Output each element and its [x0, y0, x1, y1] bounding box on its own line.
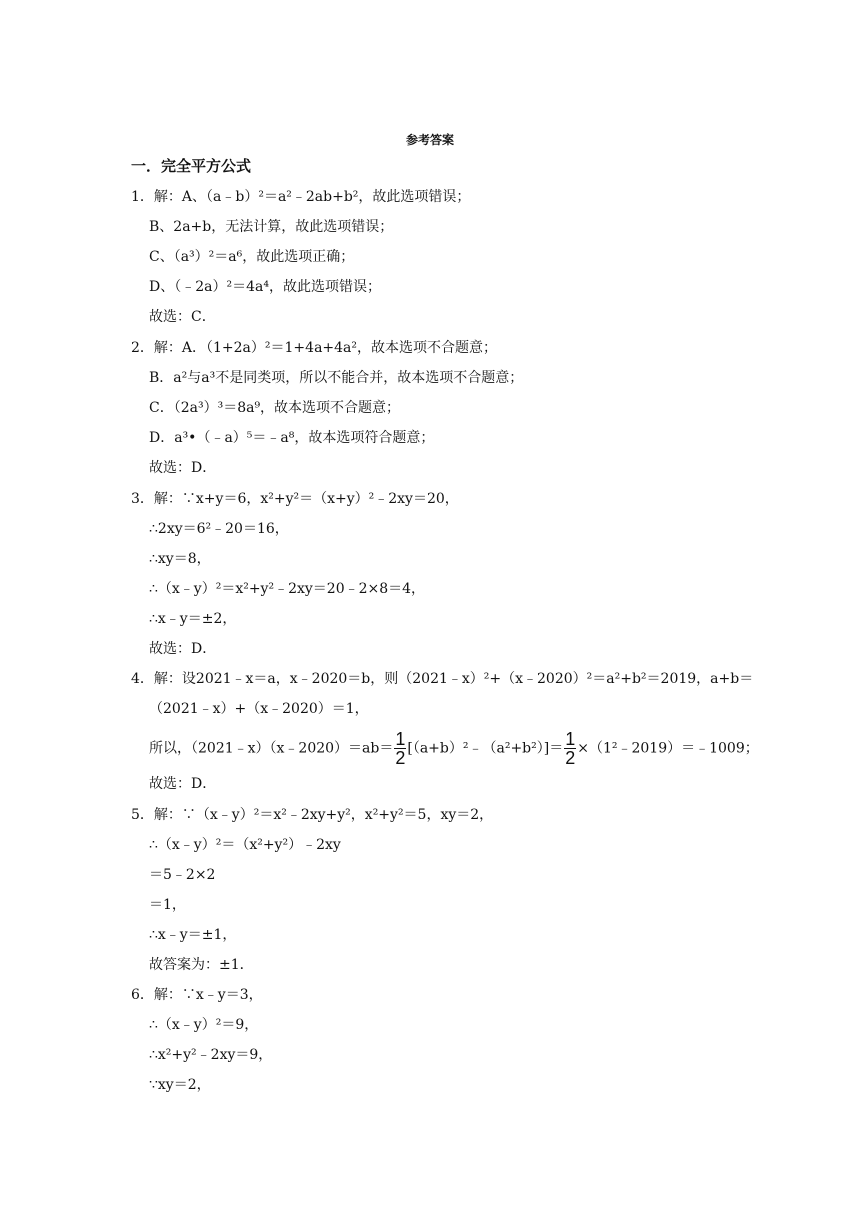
answer-5-line: ∴（x﹣y）²＝（x²+y²）﹣2xy — [149, 837, 341, 853]
answer-3-line: ∴x﹣y＝±2， — [149, 611, 237, 627]
answer-2-line: B．a²与a³不是同类项，所以不能合并，故本选项不合题意； — [149, 370, 524, 386]
answer-1-line: 故选：C． — [149, 309, 216, 325]
fraction-denominator: 2 — [565, 748, 576, 768]
answer-1-line: C、（a³）²＝a⁶，故此选项正确； — [149, 249, 355, 265]
answer-2-line: C．（2a³）³＝8a⁹，故本选项不合题意； — [149, 400, 401, 416]
answer-6-line: ∴（x﹣y）²＝9， — [149, 1017, 259, 1033]
answer-3-line: 故选：D． — [149, 641, 217, 657]
answer-6-line: ∵xy＝2， — [149, 1077, 211, 1093]
page-title: 参考答案 — [405, 133, 454, 147]
fraction-numerator: 1 — [395, 729, 406, 749]
answer-2-line: 2．解：A．（1+2a）²＝1+4a+4a²，故本选项不合题意； — [131, 340, 498, 356]
answer-4-fraction-line — [149, 730, 759, 767]
answer-3-line: ∴（x﹣y）²＝x²+y²﹣2xy＝20﹣2×8＝4， — [149, 581, 426, 597]
fraction-denominator: 2 — [395, 748, 406, 768]
answer-1-line: B、2a+b，无法计算，故此选项错误； — [149, 219, 394, 235]
answer-4-line: 4．解：设2021﹣x＝a，x﹣2020＝b，则（2021﹣x）²+（x﹣2020）²＝a²+b²＝2019，a+b＝ — [131, 671, 754, 687]
answer-3-line: ∴xy＝8， — [149, 551, 211, 567]
answer-2-line: D．a³•（﹣a）⁵＝﹣a⁸，故本选项符合题意； — [149, 430, 435, 446]
answer-2-line: 故选：D． — [149, 460, 217, 476]
answer-4-text: ×（1²﹣2019）＝﹣1009； — [577, 740, 759, 757]
answer-4-text: 所以，（2021﹣x）（x﹣2020）＝ab＝ — [149, 740, 394, 757]
answer-4-line: 故选：D． — [149, 776, 217, 792]
answer-6-line: ∴x²+y²﹣2xy＝9， — [149, 1047, 273, 1063]
answer-4-text: [（a+b）²﹣（a²+b²）]＝ — [407, 740, 564, 757]
answer-5-line: 故答案为：±1． — [149, 957, 254, 973]
fraction-numerator: 1 — [565, 729, 576, 749]
answer-5-line: ＝1， — [149, 897, 186, 913]
fraction-one-half — [394, 730, 406, 767]
answer-4-line: （2021﹣x）+（x﹣2020）＝1， — [149, 701, 369, 717]
answer-3-line: ∴2xy＝6²﹣20＝16， — [149, 521, 289, 537]
answer-5-line: ∴x﹣y＝±1， — [149, 927, 237, 943]
section-heading: 一．完全平方公式 — [131, 157, 252, 175]
answer-6-line: 6．解：∵x﹣y＝3， — [131, 987, 263, 1003]
answer-5-line: ＝5﹣2×2 — [149, 867, 216, 883]
fraction-one-half — [564, 730, 576, 767]
answer-1-line: D、（﹣2a）²＝4a⁴，故此选项错误； — [149, 279, 381, 295]
answer-5-line: 5．解：∵（x﹣y）²＝x²﹣2xy+y²，x²+y²＝5，xy＝2， — [131, 807, 494, 823]
answer-1-line: 1．解：A、（a﹣b）²＝a²﹣2ab+b²，故此选项错误； — [131, 189, 471, 205]
answer-3-line: 3．解：∵x+y＝6，x²+y²＝（x+y）²﹣2xy＝20， — [131, 491, 459, 507]
